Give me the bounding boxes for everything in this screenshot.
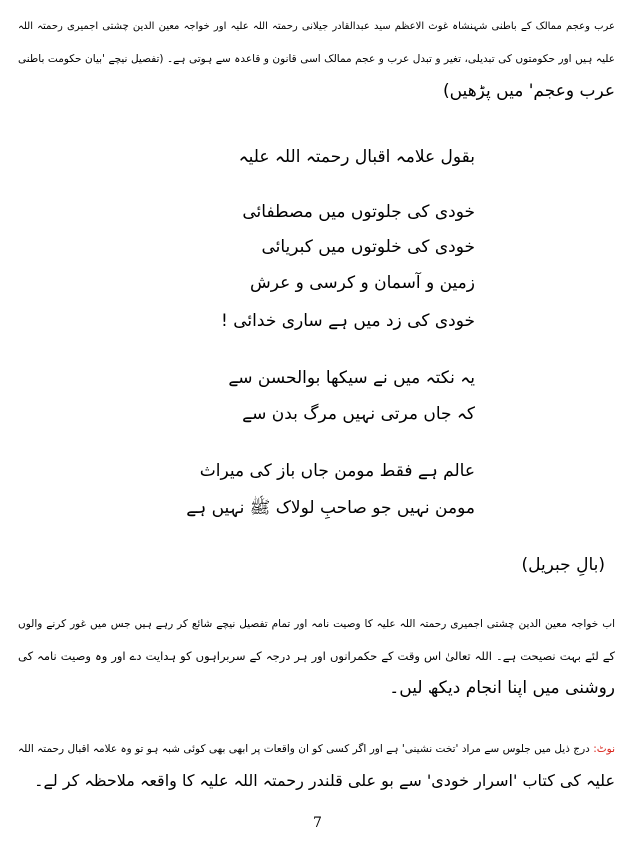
couplet-2-line-1: یہ نکتہ میں نے سیکھا بوالحسن سے	[228, 368, 475, 388]
poem-line-3: زمین و آسمان و کرسی و عرش	[249, 273, 475, 293]
body-line-3: روشنی میں اپنا انجام دیکھ لیں۔	[389, 678, 615, 698]
book-signature: (بالِ جبریل)	[521, 555, 605, 575]
intro-line-3: عرب وعجم' میں پڑھیں)	[442, 81, 615, 101]
note-line-2: علیہ کی کتاب 'اسرار خودی' سے بو علی قلندر رحمتہ اللہ علیہ کا واقعہ ملاحظہ کر لے۔	[34, 771, 615, 790]
body-line-2: کے لئے بہت نصیحت ہے۔ اللہ تعالیٰ اس وقت کے حکمرانوں اور ہر درجہ کے سربراہوں کو ہدایت دے اور وہ وصیت نامہ کی	[18, 649, 615, 663]
poem-line-2: خودی کی خلوتوں میں کبریائی	[261, 237, 475, 257]
poem-line-4: خودی کی زد میں ہے ساری خدائی !	[221, 311, 475, 331]
page-number: 7	[313, 815, 322, 831]
body-line-1: اب خواجہ معین الدین چشتی اجمیری رحمتہ اللہ علیہ کا وصیت نامہ اور تمام تفصیل نیچے شائع کر رہے ہیں جس میں غور کرنے والوں	[18, 618, 615, 630]
couplet-3-line-2: مومن نہیں جو صاحبِ لولاک ﷺ نہیں ہے	[186, 498, 475, 518]
poem-line-1: خودی کی جلوتوں میں مصطفائی	[242, 202, 475, 222]
couplet-3-line-1: عالم ہے فقط مومن جاں باز کی میراث	[199, 461, 475, 481]
note-text-1: درج ذیل میں جلوس سے مراد 'تخت نشینی' ہے اور اگر کسی کو ان واقعات پر ابھی بھی کوئی شبہ ہو تو وہ علامہ اقبال رحمتہ اللہ	[18, 743, 590, 755]
quote-intro: بقول علامہ اقبال رحمتہ اللہ علیہ	[238, 147, 475, 167]
note-line-1	[18, 734, 615, 764]
couplet-2-line-2: کہ جاں مرتی نہیں مرگ بدن سے	[242, 404, 475, 424]
intro-line-1: عرب وعجم ممالک کے باطنی شہنشاہ غوث الاعظم سید عبدالقادر جیلانی رحمتہ اللہ علیہ اور خواجہ معین الدین چشتی اجمیری رحمتہ اللہ	[18, 21, 615, 32]
intro-line-2: علیہ ہیں اور حکومتوں کی تبدیلی، تغیر و تبدل عرب و عجم ممالک اسی قانون و قاعدہ سے ہوتی ہے۔ (تفصیل نیچے 'بیان حکومت باطنی	[18, 53, 615, 65]
note-label: نوٹ:	[593, 743, 616, 755]
